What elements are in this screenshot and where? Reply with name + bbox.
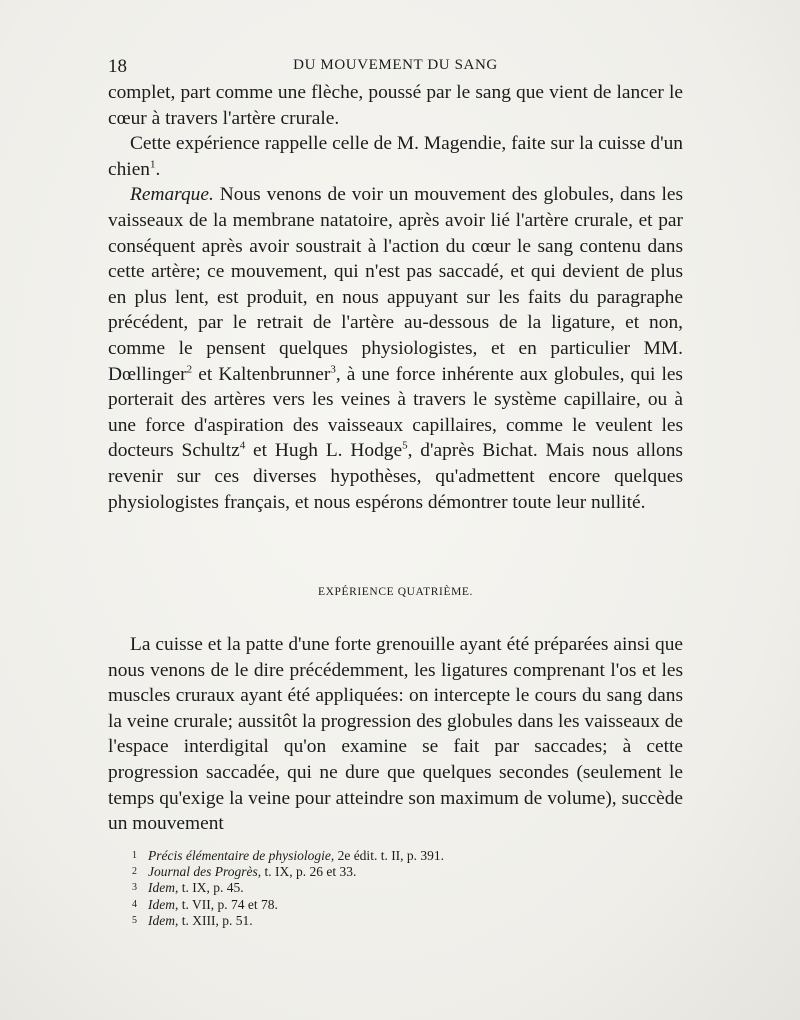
paragraph-1: complet, part comme une flèche, poussé par le sang que vient de lancer le cœur à travers l'artère crurale.: [108, 82, 683, 129]
page-number: 18: [108, 56, 127, 77]
remarque-text-d: et Hugh L. Hodge: [245, 440, 403, 462]
remarque-text-e: , d'après Bichat. Mais nous allons revenir sur ces diverses hypothèses, qu'admettent encore quelques physiologistes français, et nous espérons démontrer toute leur nullité.: [108, 440, 683, 513]
remarque-text-c: , à une force inhérente aux globules, qui les porterait des artères vers les veines à travers le système capillaire, ou à une force d'aspiration des vaisseaux capillaires, comme le veulent les docteurs Schultz: [108, 363, 683, 462]
footnote-title: Journal des Progrès: [148, 864, 258, 880]
footnote-2: [132, 864, 652, 880]
footnote-title: Idem: [148, 880, 175, 896]
footnotes: [132, 848, 652, 929]
footnote-3: [132, 880, 652, 896]
body-text: [108, 80, 683, 515]
paragraph-experiment: La cuisse et la patte d'une forte grenouille ayant été préparées ainsi que nous venons de le dire précédemment, les ligatures comprenant l'os et les muscles cruraux ayant été appliquées: on intercepte le cours du sang dans la veine crurale; aussitôt la progression des globules dans les vaisseaux de l'espace interdigital qu'on examine se fait par saccades; à cette progression saccadée, qui ne dure que quelques secondes (seulement le temps qu'exige la veine pour atteindre son maximum de volume), succède un mouvement: [108, 634, 683, 835]
footnote-1: [132, 848, 652, 864]
footnote-rest: , t. XIII, p. 51.: [175, 912, 253, 928]
footnote-5: [132, 913, 652, 929]
footnote-ref-2: 2: [186, 363, 193, 376]
footnote-number: 5: [132, 914, 137, 926]
footnote-title: Précis élémentaire de physiologie: [148, 848, 331, 863]
footnote-rest: , 2e édit. t. II, p. 391.: [330, 848, 445, 863]
remarque-text-a: Nous venons de voir un mouvement des globules, dans les vaisseaux de la membrane natatoire, après avoir lié l'artère crurale, et par conséquent après avoir soustrait à l'action du cœur le sang contenu dans cette artère; ce mouvement, qui n'est pas saccadé, et qui devient de plus en plus lent, est produit, en nous appuyant sur les faits du paragraphe précédent, par le retrait de l'artère au-dessous de la ligature, et non, comme le pensent quelques physiologistes, et en particulier MM. Dœllinger: [108, 184, 683, 385]
paragraph-remarque: [108, 182, 683, 515]
footnote-number: 3: [132, 882, 137, 894]
footnote-ref-4: 4: [239, 439, 246, 452]
footnote-number: 1: [132, 850, 137, 861]
footnote-rest: , t. IX, p. 26 et 33.: [257, 864, 357, 880]
footnote-title: Idem: [148, 896, 175, 912]
experiment-text: [108, 632, 683, 837]
paragraph-2: [108, 131, 683, 182]
remarque-text-b: et Kaltenbrunner: [192, 363, 331, 385]
footnote-rest: , t. VII, p. 74 et 78.: [175, 896, 278, 912]
section-heading: EXPÉRIENCE QUATRIÈME.: [317, 586, 474, 598]
footnote-rest: , t. IX, p. 45.: [175, 880, 244, 896]
running-title: DU MOUVEMENT DU SANG: [293, 57, 498, 73]
footnote-ref-5: 5: [402, 439, 408, 452]
page-header: [108, 56, 683, 78]
footnote-number: 2: [132, 866, 137, 878]
footnote-4: [132, 897, 652, 913]
footnote-ref-3: 3: [330, 363, 336, 376]
paragraph-2-text: Cette expérience rappelle celle de M. Magendie, faite sur la cuisse d'un chien: [108, 133, 683, 180]
footnote-title: Idem: [148, 912, 175, 928]
footnote-ref-1: 1: [150, 158, 156, 171]
paragraph-2-end: .: [155, 158, 161, 180]
footnote-number: 4: [132, 898, 137, 910]
remarque-label: Remarque.: [130, 184, 214, 206]
